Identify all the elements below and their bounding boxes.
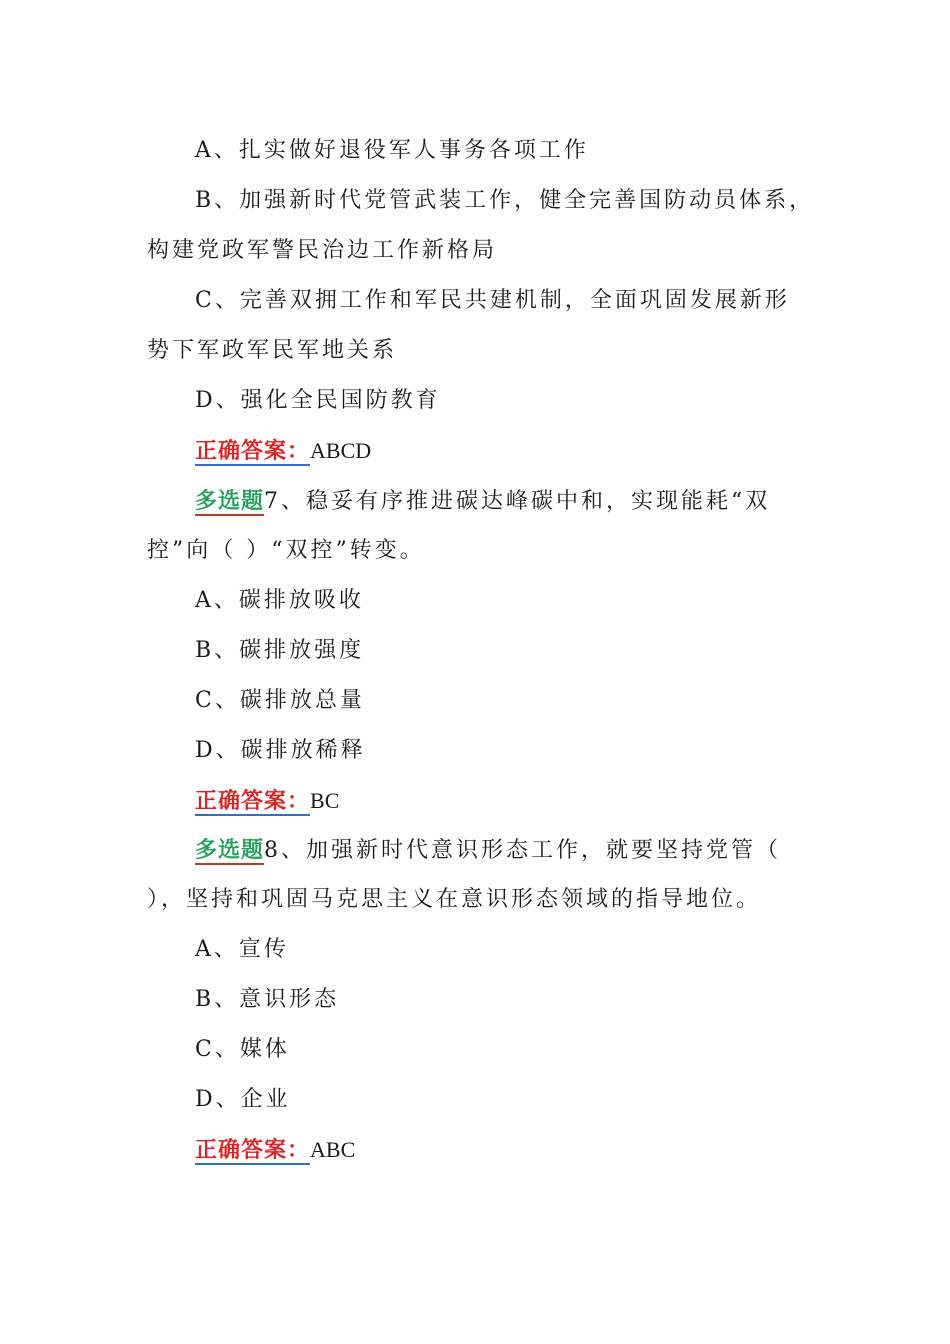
question-type-label: 多选题 — [195, 488, 265, 514]
question-type-label: 多选题 — [195, 837, 265, 863]
q6-option-c: C、完善双拥工作和军民共建机制，全面巩固发展新形 — [195, 288, 790, 313]
q7-option-c: C、碳排放总量 — [195, 688, 365, 713]
q6-option-d: D、强化全民国防教育 — [195, 388, 441, 413]
q6-answer-row — [0, 434, 950, 468]
q7-option-a: A、碳排放吸收 — [195, 588, 364, 613]
q8-stem-cont: ），坚持和巩固马克思主义在意识形态领域的指导地位。 — [147, 887, 762, 912]
q7-stem-text: 7、稳妥有序推进碳达峰碳中和，实现能耗“双 — [264, 489, 771, 514]
q7-option-b: B、碳排放强度 — [195, 638, 365, 663]
answer-value: ABC — [310, 1137, 356, 1162]
q6-option-a: A、扎实做好退役军人事务各项工作 — [195, 138, 589, 163]
answer-label: 正确答案： — [195, 1137, 311, 1163]
q7-stem — [0, 484, 950, 518]
q6-option-c-cont: 势下军政军民军地关系 — [147, 338, 398, 363]
q8-stem-text: 8、加强新时代意识形态工作，就要坚持党管（ — [264, 838, 782, 863]
answer-label: 正确答案： — [195, 438, 311, 464]
q8-answer-row — [0, 1133, 950, 1167]
answer-label: 正确答案： — [195, 788, 311, 814]
q6-option-b: B、加强新时代党管武装工作，健全完善国防动员体系， — [195, 188, 815, 213]
q8-option-d: D、企业 — [195, 1087, 291, 1112]
q8-option-a: A、宣传 — [195, 937, 289, 962]
q8-option-b: B、意识形态 — [195, 987, 340, 1012]
q7-answer-row — [0, 784, 950, 818]
q7-stem-cont: 控”向（ ）“双控”转变。 — [147, 538, 425, 563]
answer-value: ABCD — [310, 438, 372, 463]
q6-option-b-cont: 构建党政军警民治边工作新格局 — [147, 238, 498, 263]
q7-option-d: D、碳排放稀释 — [195, 738, 366, 763]
answer-value: BC — [310, 788, 340, 813]
q8-stem — [0, 833, 950, 867]
q8-option-c: C、媒体 — [195, 1037, 290, 1062]
